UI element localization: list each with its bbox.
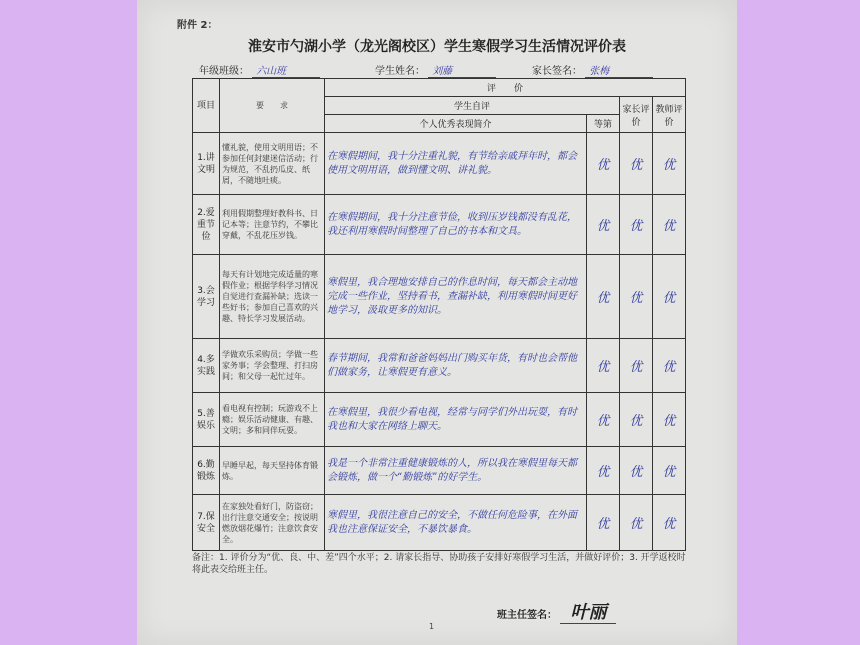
header-performance: 个人优秀表现简介 [325, 115, 587, 133]
row-level: 优 [587, 195, 620, 255]
row-performance: 我是一个非常注重健康锻炼的人，所以我在寒假里每天都会锻炼，做一个“勤锻炼”的好学生。 [325, 447, 587, 495]
student-value: 刘藤 [428, 62, 496, 78]
attachment-label: 附件 2： [177, 20, 218, 31]
evaluation-table [192, 78, 686, 551]
row-project: 3.会学习 [193, 255, 220, 339]
row-parent-eval: 优 [620, 393, 653, 447]
parent-value: 张梅 [585, 62, 653, 78]
row-teacher-eval: 优 [653, 195, 686, 255]
row-project: 1.讲文明 [193, 133, 220, 195]
row-parent-eval: 优 [620, 447, 653, 495]
row-parent-eval: 优 [620, 195, 653, 255]
parent-info [532, 62, 653, 78]
row-performance: 寒假里，我合理地安排自己的作息时间，每天都会主动地完成一些作业，坚持看书，查漏补缺，利用寒假时间更好地学习，汲取更多的知识。 [325, 255, 587, 339]
row-teacher-eval: 优 [653, 339, 686, 393]
footnote: 备注：1. 评价分为“优、良、中、差”四个水平；2. 请家长指导、协助孩子安排好寒假学习生活，并做好评价；3. 开学返校时将此表交给班主任。 [192, 553, 686, 575]
header-teacher-eval: 教师评价 [653, 97, 686, 133]
row-performance: 寒假里，我很注意自己的安全，不做任何危险事，在外面我也注意保证安全，不暴饮暴食。 [325, 495, 587, 551]
header-evaluation: 评 价 [325, 79, 686, 97]
table-row [193, 393, 686, 447]
table-row [193, 495, 686, 551]
row-project: 4.多实践 [193, 339, 220, 393]
row-teacher-eval: 优 [653, 447, 686, 495]
header-parent-eval: 家长评价 [620, 97, 653, 133]
teacher-signature [497, 598, 616, 624]
grade-label: 年级班级： [199, 66, 249, 77]
header-self-eval: 学生自评 [325, 97, 620, 115]
row-requirement: 早睡早起，每天坚持体育锻炼。 [220, 447, 325, 495]
table-row [193, 339, 686, 393]
row-requirement: 在家独处看好门，防盗窃；出行注意交通安全；按说明燃放烟花爆竹；注意饮食安全。 [220, 495, 325, 551]
page-title: 淮安市勺湖小学（龙光阁校区）学生寒假学习生活情况评价表 [248, 39, 626, 55]
student-info [375, 62, 496, 78]
row-level: 优 [587, 255, 620, 339]
row-level: 优 [587, 447, 620, 495]
row-performance: 在寒假期间，我十分注重礼貌，有节给亲戚拜年时，都会使用文明用语，做到懂文明、讲礼貌。 [325, 133, 587, 195]
table-row [193, 447, 686, 495]
teacher-sign-value: 叶丽 [560, 602, 616, 624]
teacher-sign-label: 班主任签名： [497, 610, 557, 621]
row-parent-eval: 优 [620, 495, 653, 551]
row-requirement: 看电视有控制；玩游戏不上瘾；娱乐活动健康、有趣、文明；多和同伴玩耍。 [220, 393, 325, 447]
row-project: 6.勤锻炼 [193, 447, 220, 495]
row-requirement: 懂礼貌，使用文明用语；不参加任何封建迷信活动；行为规范，不乱扔瓜皮、纸屑，不随地吐痰。 [220, 133, 325, 195]
row-level: 优 [587, 393, 620, 447]
document-page [137, 0, 737, 645]
header-project: 项目 [193, 79, 220, 133]
header-requirement: 要 求 [220, 79, 325, 133]
row-teacher-eval: 优 [653, 495, 686, 551]
row-teacher-eval: 优 [653, 255, 686, 339]
row-requirement: 每天有计划地完成适量的寒假作业；根据学科学习情况自觉进行查漏补缺；选读一些好书；参加自己喜欢的兴趣、特长学习发展活动。 [220, 255, 325, 339]
row-level: 优 [587, 495, 620, 551]
row-teacher-eval: 优 [653, 393, 686, 447]
parent-label: 家长签名： [532, 66, 582, 77]
row-project: 5.善娱乐 [193, 393, 220, 447]
row-project: 7.保安全 [193, 495, 220, 551]
table-row [193, 133, 686, 195]
row-parent-eval: 优 [620, 339, 653, 393]
student-label: 学生姓名： [375, 66, 425, 77]
row-requirement: 利用假期整理好教科书、日记本等；注意节约，不攀比穿戴，不乱花压岁钱。 [220, 195, 325, 255]
header-level: 等第 [587, 115, 620, 133]
table-row [193, 255, 686, 339]
row-parent-eval: 优 [620, 133, 653, 195]
row-project: 2.爱重节俭 [193, 195, 220, 255]
grade-info [199, 62, 320, 78]
row-performance: 在寒假期间，我十分注意节俭，收到压岁钱都没有乱花，我还利用寒假时间整理了自己的书本和文具。 [325, 195, 587, 255]
row-level: 优 [587, 339, 620, 393]
row-requirement: 学做欢乐采购员；学做一些家务事；学会整理、打扫房间；和父母一起忙过年。 [220, 339, 325, 393]
row-level: 优 [587, 133, 620, 195]
row-performance: 在寒假里，我很少看电视，经常与同学们外出玩耍，有时我也和大家在网络上聊天。 [325, 393, 587, 447]
table-row [193, 195, 686, 255]
grade-value: 六山班 [252, 62, 320, 78]
row-parent-eval: 优 [620, 255, 653, 339]
row-performance: 春节期间，我常和爸爸妈妈出门购买年货，有时也会帮他们做家务，让寒假更有意义。 [325, 339, 587, 393]
row-teacher-eval: 优 [653, 133, 686, 195]
page-number: 1 [429, 622, 435, 631]
